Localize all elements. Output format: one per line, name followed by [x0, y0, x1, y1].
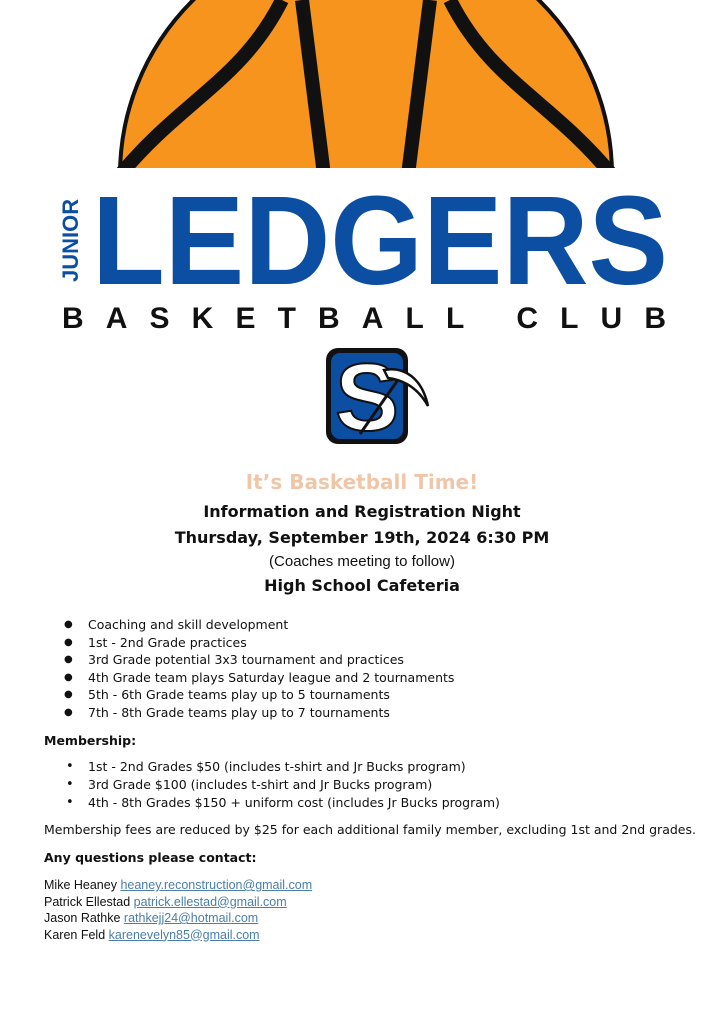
contact-name: Jason Rathke	[44, 911, 121, 925]
tagline: It’s Basketball Time!	[245, 470, 479, 494]
junior-text: JUNIOR	[58, 198, 83, 282]
list-item: ● 3rd Grade potential 3x3 tournament and practices	[64, 651, 454, 669]
ledgers-text: LEDGERS	[92, 176, 668, 304]
membership-heading: Membership:	[44, 733, 137, 748]
event-location: High School Cafeteria	[264, 576, 460, 595]
list-item: • 3rd Grade $100 (includes t-shirt and Jr Bucks program)	[64, 776, 500, 794]
s-emblem-icon	[322, 344, 434, 448]
junior-wordmark	[44, 190, 88, 286]
event-title: Information and Registration Night	[203, 502, 521, 521]
list-item: ● Coaching and skill development	[64, 616, 454, 634]
membership-list	[64, 758, 500, 812]
fees-note: Membership fees are reduced by $25 for each additional family member, excluding 1st and 2nd grades.	[44, 822, 696, 837]
list-item: ● 1st - 2nd Grade practices	[64, 634, 454, 652]
contact-email-link[interactable]: rathkejj24@hotmail.com	[123, 911, 259, 925]
list-item: • 4th - 8th Grades $150 + uniform cost (includes Jr Bucks program)	[64, 794, 500, 812]
contact-item	[44, 910, 312, 927]
contact-item	[44, 877, 312, 894]
list-item: ● 7th - 8th Grade teams play up to 7 tournaments	[64, 704, 454, 722]
contact-heading: Any questions please contact:	[44, 850, 257, 865]
contact-item	[44, 894, 312, 911]
basketball-club-wordmark	[60, 296, 670, 336]
basketball-graphic	[92, 0, 640, 180]
event-note: (Coaches meeting to follow)	[269, 553, 455, 570]
basketball-club-text: BASKETBALL CLUB	[62, 302, 666, 335]
list-item: ● 4th Grade team plays Saturday league and 2 tournaments	[64, 669, 454, 687]
contact-email-link[interactable]: patrick.ellestad@gmail.com	[133, 894, 287, 909]
program-list	[64, 616, 454, 722]
contact-email-link[interactable]: karenevelyn85@gmail.com	[108, 927, 260, 942]
list-item: • 1st - 2nd Grades $50 (includes t-shirt and Jr Bucks program)	[64, 758, 500, 776]
contact-email-link[interactable]: heaney.reconstruction@gmail.com	[120, 878, 313, 892]
contact-name: Karen Feld	[44, 927, 106, 942]
contact-name: Patrick Ellestad	[44, 894, 131, 909]
contact-item	[44, 927, 312, 944]
s-emblem-letter: S	[334, 344, 400, 448]
contact-list	[44, 877, 312, 943]
ledgers-wordmark	[92, 176, 682, 304]
list-item: ● 5th - 6th Grade teams play up to 5 tournaments	[64, 686, 454, 704]
contact-name: Mike Heaney	[44, 878, 117, 892]
event-datetime: Thursday, September 19th, 2024 6:30 PM	[174, 528, 550, 547]
